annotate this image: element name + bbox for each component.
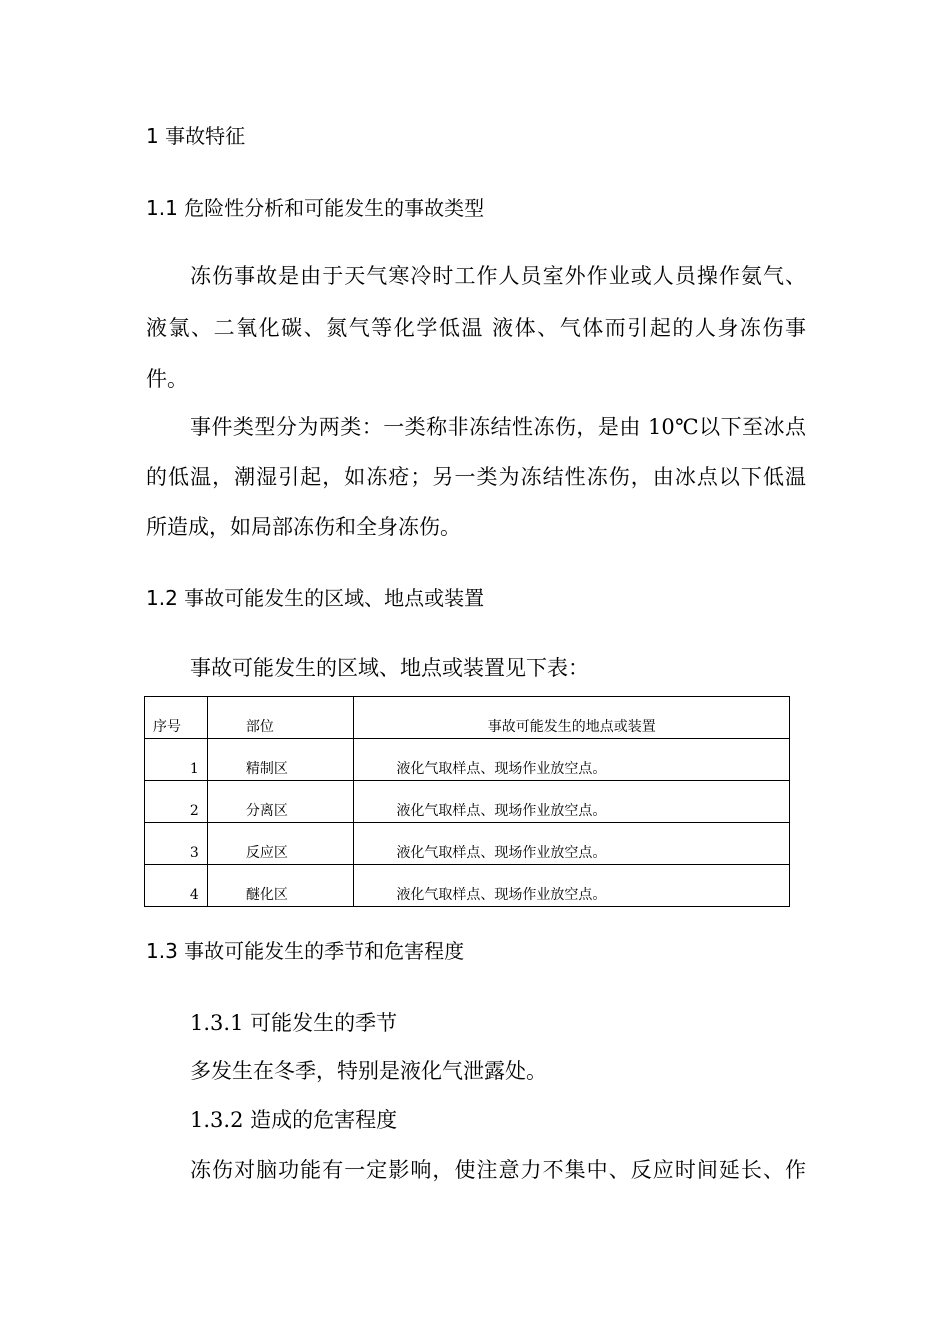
table-row	[145, 781, 790, 823]
row-location: 液化气取样点、现场作业放空点。	[396, 845, 607, 861]
row-index: 3	[189, 845, 199, 861]
table-intro: 事故可能发生的区域、地点或装置见下表：	[190, 656, 589, 680]
row-index: 1	[189, 761, 199, 777]
row-location: 液化气取样点、现场作业放空点。	[396, 887, 607, 903]
paragraph-2-line-2: 的低温，潮湿引起，如冻疮；另一类为冻结性冻伤，由冰点以下低温	[146, 465, 806, 489]
header-location: 事故可能发生的地点或装置	[487, 719, 656, 735]
paragraph-1-line-1: 冻伤事故是由于天气寒冷时工作人员室外作业或人员操作氨气、	[190, 264, 806, 288]
row-area: 分离区	[245, 803, 288, 819]
table-row	[145, 823, 790, 865]
subsection-heading-1-3-2: 1.3.2 造成的危害程度	[190, 1108, 398, 1132]
paragraph-2-line-3: 所造成，如局部冻伤和全身冻伤。	[146, 515, 461, 539]
table-header-row	[145, 697, 790, 739]
row-area: 醚化区	[245, 887, 288, 903]
table-row	[145, 739, 790, 781]
section-heading-1-1: 1.1 危险性分析和可能发生的事故类型	[146, 196, 485, 220]
paragraph-1-line-2: 液氯、二氧化碳、氮气等化学低温 液体、气体而引起的人身冻伤事	[146, 316, 806, 340]
header-index: 序号	[153, 719, 181, 735]
paragraph-2-line-1: 事件类型分为两类：一类称非冻结性冻伤，是由 10℃以下至冰点	[190, 415, 806, 439]
table-row	[145, 865, 790, 907]
section-heading-1: 1 事故特征	[146, 124, 246, 148]
section-heading-1-2: 1.2 事故可能发生的区域、地点或装置	[146, 586, 485, 610]
section-heading-1-3: 1.3 事故可能发生的季节和危害程度	[146, 939, 465, 963]
subsection-heading-1-3-1: 1.3.1 可能发生的季节	[190, 1011, 398, 1035]
header-area: 部位	[245, 719, 274, 735]
row-location: 液化气取样点、现场作业放空点。	[396, 803, 607, 819]
location-table	[144, 696, 790, 907]
paragraph-harm: 冻伤对脑功能有一定影响，使注意力不集中、反应时间延长、作	[190, 1158, 806, 1182]
row-index: 2	[189, 803, 199, 819]
row-area: 反应区	[245, 845, 288, 861]
row-index: 4	[189, 887, 199, 903]
row-location: 液化气取样点、现场作业放空点。	[396, 761, 607, 777]
row-area: 精制区	[245, 761, 288, 777]
paragraph-season: 多发生在冬季，特别是液化气泄露处。	[190, 1059, 547, 1083]
paragraph-1-line-3: 件。	[146, 367, 188, 391]
